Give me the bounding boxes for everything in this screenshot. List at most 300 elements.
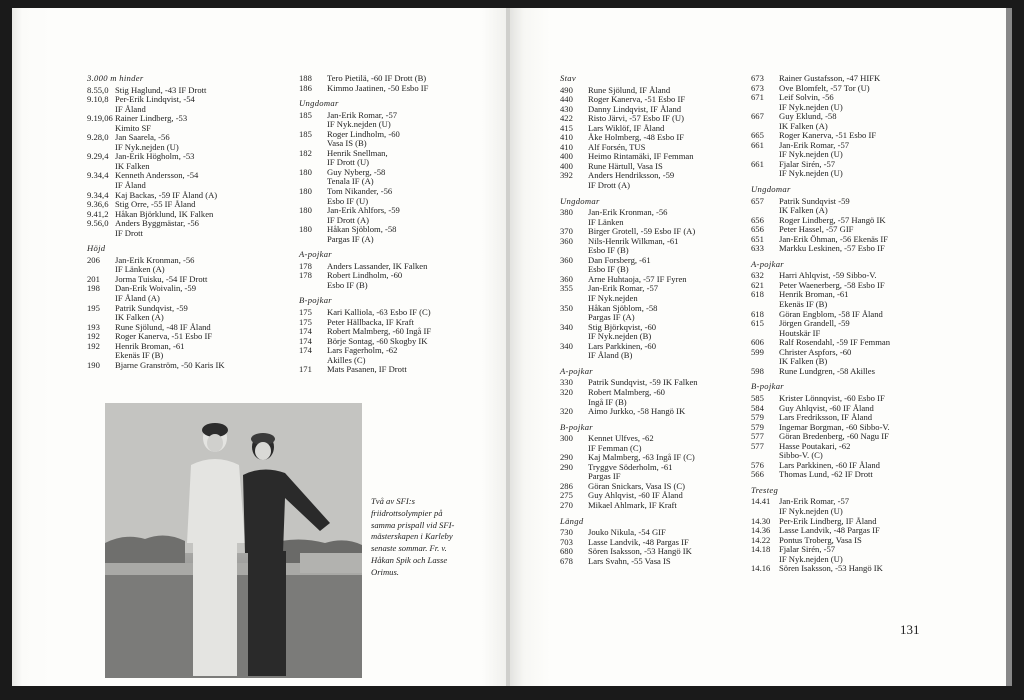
athlete-info bbox=[115, 171, 287, 190]
athlete-info bbox=[588, 304, 760, 323]
athlete-line: Risto Järvi, -57 Esbo IF (U) bbox=[588, 113, 684, 124]
athlete-info bbox=[115, 219, 287, 238]
athlete-line: Jorma Tuisku, -54 IF Drott bbox=[115, 273, 208, 284]
athlete-info bbox=[588, 256, 760, 275]
result-mark: 422 bbox=[560, 113, 573, 124]
result-entry bbox=[560, 171, 760, 190]
result-mark: 9.36,6 bbox=[87, 199, 109, 210]
result-mark: 9.19,06 bbox=[87, 113, 113, 124]
athlete-line: Jan-Erik Romar, -57 bbox=[588, 283, 659, 294]
athlete-info bbox=[115, 342, 287, 361]
result-mark: 188 bbox=[299, 73, 312, 83]
result-mark: 576 bbox=[751, 459, 764, 470]
athlete-line: Kari Kalliola, -63 Esbo IF (C) bbox=[327, 307, 431, 318]
result-mark: 360 bbox=[560, 273, 573, 284]
result-entry bbox=[560, 256, 760, 275]
athlete-line: Lasse Landvik, -48 Pargas IF bbox=[779, 525, 880, 536]
athlete-line: Jan-Erik Öhman, -56 Ekenäs IF bbox=[779, 233, 889, 244]
result-mark: 661 bbox=[751, 158, 764, 169]
athlete-line: Sören Isaksson, -53 Hangö IK bbox=[588, 546, 692, 557]
athlete-line: Guy Nyberg, -58 bbox=[327, 166, 386, 177]
result-entry bbox=[751, 564, 951, 574]
athlete-line: Robert Lindholm, -60 bbox=[327, 270, 403, 281]
section-heading: Ungdomar bbox=[560, 195, 600, 206]
athlete-info bbox=[779, 497, 951, 516]
athlete-line: Pontus Troberg, Vasa IS bbox=[779, 534, 862, 545]
athlete-line: Dan Forsberg, -61 bbox=[588, 254, 651, 265]
result-entry bbox=[299, 111, 499, 130]
athlete-info bbox=[115, 95, 287, 114]
athlete-info bbox=[115, 256, 287, 275]
result-mark: 300 bbox=[560, 433, 573, 444]
athlete-line: Håkan Sjöblom, -58 bbox=[588, 302, 658, 313]
result-mark: 14.16 bbox=[751, 563, 771, 574]
athlete-info bbox=[588, 284, 760, 303]
page-edge bbox=[1006, 8, 1012, 686]
athlete-line: Per-Erik Lindqvist, -54 bbox=[115, 94, 195, 105]
athlete-line: Jan-Erik Kronman, -56 bbox=[115, 254, 195, 265]
athlete-line: Kimito SF bbox=[115, 122, 152, 133]
athlete-line: Houtskär IF bbox=[779, 327, 821, 338]
athlete-line: Göran Snickars, Vasa IS (C) bbox=[588, 480, 685, 491]
result-mark: 410 bbox=[560, 132, 573, 143]
result-mark: 174 bbox=[299, 345, 312, 356]
result-mark: 286 bbox=[560, 480, 573, 491]
result-entry bbox=[87, 304, 287, 323]
result-mark: 673 bbox=[751, 82, 764, 93]
result-mark: 632 bbox=[751, 270, 764, 281]
result-mark: 14.36 bbox=[751, 525, 771, 536]
result-entry bbox=[87, 152, 287, 171]
athlete-line: Kaj Backas, -59 IF Åland (A) bbox=[115, 189, 218, 200]
result-mark: 665 bbox=[751, 130, 764, 141]
athlete-info bbox=[327, 225, 499, 244]
result-entry bbox=[87, 284, 287, 303]
athlete-line: Håkan Björklund, IK Falken bbox=[115, 208, 214, 219]
result-mark: 9.29,4 bbox=[87, 151, 109, 162]
athlete-info bbox=[779, 197, 951, 216]
athlete-info bbox=[327, 365, 499, 375]
athlete-line: Henrik Snellman, bbox=[327, 147, 388, 158]
right-column-1 bbox=[560, 74, 760, 566]
result-entry bbox=[299, 187, 499, 206]
result-mark: 206 bbox=[87, 254, 100, 265]
athlete-line: IK Falken (A) bbox=[115, 312, 164, 323]
result-mark: 198 bbox=[87, 283, 100, 294]
result-entry bbox=[560, 208, 760, 227]
result-mark: 703 bbox=[560, 536, 573, 547]
section-heading: A-pojkar bbox=[751, 258, 784, 269]
athlete-line: Esbo IF (U) bbox=[327, 195, 369, 206]
section-heading: 3.000 m hinder bbox=[87, 73, 144, 83]
athlete-info bbox=[115, 284, 287, 303]
section-heading: Ungdomar bbox=[299, 98, 339, 109]
result-entry bbox=[560, 463, 760, 482]
athlete-line: Roger Lindholm, -60 bbox=[327, 128, 400, 139]
result-mark: 290 bbox=[560, 461, 573, 472]
athlete-info bbox=[327, 84, 499, 94]
athlete-line: IF Drott bbox=[115, 227, 143, 238]
athlete-info bbox=[588, 342, 760, 361]
result-mark: 201 bbox=[87, 273, 100, 284]
athlete-info bbox=[779, 442, 951, 461]
athlete-line: IF Länken bbox=[588, 216, 624, 227]
result-mark: 430 bbox=[560, 103, 573, 114]
result-entry bbox=[751, 319, 951, 338]
athlete-line: IF Nyk.nejden (U) bbox=[779, 168, 843, 179]
athlete-line: Jan-Erik Ahlfors, -59 bbox=[327, 205, 400, 216]
result-mark: 290 bbox=[560, 452, 573, 463]
result-mark: 14.18 bbox=[751, 544, 771, 555]
athlete-line: Aimo Jurkko, -58 Hangö IK bbox=[588, 406, 686, 417]
result-mark: 661 bbox=[751, 139, 764, 150]
athlete-line: Jan-Erik Romar, -57 bbox=[779, 496, 850, 507]
athlete-line: Roger Kanerva, -51 Esbo IF bbox=[588, 94, 686, 105]
result-mark: 320 bbox=[560, 406, 573, 417]
result-entry bbox=[751, 197, 951, 216]
result-mark: 657 bbox=[751, 195, 764, 206]
athlete-info bbox=[115, 114, 287, 133]
athlete-line: Göran Bredenberg, -60 Nagu IF bbox=[779, 431, 889, 442]
section-heading: B-pojkar bbox=[751, 381, 784, 392]
result-mark: 615 bbox=[751, 318, 764, 329]
athlete-line: Thomas Lund, -62 IF Drott bbox=[779, 469, 873, 480]
result-mark: 186 bbox=[299, 82, 312, 93]
result-mark: 585 bbox=[751, 392, 764, 403]
athlete-line: Rainer Gustafsson, -47 HIFK bbox=[779, 73, 881, 83]
athlete-line: IK Falken bbox=[115, 160, 150, 171]
result-mark: 579 bbox=[751, 421, 764, 432]
result-entry bbox=[87, 256, 287, 275]
result-entry bbox=[87, 95, 287, 114]
athlete-info bbox=[779, 545, 951, 564]
result-mark: 178 bbox=[299, 270, 312, 281]
result-mark: 566 bbox=[751, 469, 764, 480]
right-page bbox=[510, 8, 1006, 686]
athlete-line: Akilles (C) bbox=[327, 354, 366, 365]
athlete-info bbox=[779, 290, 951, 309]
athletes-photo bbox=[105, 403, 362, 678]
page-number: 131 bbox=[900, 622, 920, 637]
result-mark: 678 bbox=[560, 555, 573, 566]
result-entry bbox=[299, 149, 499, 168]
athlete-line: Tryggve Söderholm, -61 bbox=[588, 461, 673, 472]
result-mark: 360 bbox=[560, 254, 573, 265]
athlete-info bbox=[588, 237, 760, 256]
result-entry bbox=[87, 171, 287, 190]
athlete-info bbox=[588, 388, 760, 407]
athlete-line: Tom Nikander, -56 bbox=[327, 186, 393, 197]
athlete-line: Per-Erik Lindberg, IF Åland bbox=[779, 515, 877, 526]
result-mark: 618 bbox=[751, 289, 764, 300]
result-mark: 275 bbox=[560, 490, 573, 501]
athlete-line: Patrik Sundqvist -59 bbox=[779, 195, 850, 206]
athlete-info bbox=[327, 149, 499, 168]
athlete-line: Patrik Sundqvist, -59 IK Falken bbox=[588, 377, 698, 388]
athlete-line: Göran Engblom, -58 IF Åland bbox=[779, 308, 883, 319]
result-entry bbox=[751, 93, 951, 112]
athlete-info bbox=[115, 361, 287, 371]
section-heading: B-pojkar bbox=[299, 295, 332, 306]
athlete-line: Tenala IF (A) bbox=[327, 176, 374, 187]
section-heading: B-pojkar bbox=[560, 421, 593, 432]
athlete-info bbox=[115, 133, 287, 152]
result-entry bbox=[560, 284, 760, 303]
athlete-line: Jan-Erik Högholm, -53 bbox=[115, 151, 195, 162]
athlete-info bbox=[115, 304, 287, 323]
athlete-line: IF Drott (U) bbox=[327, 157, 370, 168]
result-entry bbox=[87, 219, 287, 238]
section-heading: Tresteg bbox=[751, 484, 779, 495]
athlete-line: Krister Lönnqvist, -60 Esbo IF bbox=[779, 392, 885, 403]
section-heading: A-pojkar bbox=[560, 365, 593, 376]
result-mark: 320 bbox=[560, 386, 573, 397]
athlete-line: Stig Björkqvist, -60 bbox=[588, 321, 657, 332]
athlete-info bbox=[327, 111, 499, 130]
section-heading: Längd bbox=[560, 515, 584, 526]
athlete-line: Peter Hällbacka, IF Kraft bbox=[327, 316, 414, 327]
athlete-line: Ingemar Borgman, -60 Sibbo-V. bbox=[779, 421, 890, 432]
athlete-info bbox=[588, 171, 760, 190]
athlete-info bbox=[588, 434, 760, 453]
athlete-line: IF Nyk.nejden (U) bbox=[115, 141, 179, 152]
athlete-line: Ralf Rosendahl, -59 IF Femman bbox=[779, 337, 890, 348]
result-mark: 192 bbox=[87, 340, 100, 351]
athlete-line: Kimmo Jaatinen, -50 Esbo IF bbox=[327, 82, 429, 93]
athlete-line: Henrik Broman, -61 bbox=[115, 340, 185, 351]
result-entry bbox=[299, 365, 499, 375]
athlete-line: Jouko Nikula, -54 GIF bbox=[588, 527, 666, 538]
athlete-line: IF Drott (A) bbox=[588, 180, 631, 191]
athlete-line: Åke Holmberg, -48 Esbo IF bbox=[588, 132, 685, 143]
result-mark: 175 bbox=[299, 307, 312, 318]
result-mark: 598 bbox=[751, 365, 764, 376]
result-mark: 667 bbox=[751, 111, 764, 122]
athlete-line: IF Nyk.nejden (U) bbox=[779, 149, 843, 160]
athlete-info bbox=[779, 348, 951, 367]
athlete-line: Bjarne Granström, -50 Karis IK bbox=[115, 359, 225, 370]
athlete-line: Alf Forsén, TUS bbox=[588, 141, 646, 152]
result-mark: 680 bbox=[560, 546, 573, 557]
result-mark: 360 bbox=[560, 235, 573, 246]
result-entry bbox=[560, 501, 760, 511]
left-column-2 bbox=[299, 74, 499, 375]
result-mark: 584 bbox=[751, 402, 764, 413]
result-mark: 180 bbox=[299, 186, 312, 197]
result-mark: 490 bbox=[560, 84, 573, 95]
result-mark: 14.22 bbox=[751, 534, 771, 545]
athlete-line: Fjalar Sirén, -57 bbox=[779, 158, 836, 169]
athlete-line: Fjalar Sirén, -57 bbox=[779, 544, 836, 555]
athlete-info bbox=[588, 501, 760, 511]
athlete-line: Lars Fredriksson, IF Åland bbox=[779, 412, 873, 423]
result-mark: 14.30 bbox=[751, 515, 771, 526]
athlete-line: Pargas IF (A) bbox=[327, 233, 374, 244]
athlete-line: Kennet Ulfves, -62 bbox=[588, 433, 654, 444]
result-entry bbox=[751, 348, 951, 367]
athlete-line: Lars Fagerholm, -62 bbox=[327, 345, 398, 356]
athlete-line: Mats Pasanen, IF Drott bbox=[327, 364, 407, 375]
athlete-line: Peter Waenerberg, -58 Esbo IF bbox=[779, 279, 885, 290]
athlete-line: Jörgen Grandell, -59 bbox=[779, 318, 850, 329]
athlete-line: IF Drott (A) bbox=[327, 214, 370, 225]
athlete-line: IF Nyk.nejden (U) bbox=[779, 505, 843, 516]
section-heading: Höjd bbox=[87, 243, 106, 254]
athlete-info bbox=[779, 367, 951, 377]
athlete-line: Guy Ahlqvist, -60 IF Åland bbox=[779, 402, 874, 413]
result-mark: 410 bbox=[560, 141, 573, 152]
athlete-line: IF Femman (C) bbox=[588, 442, 642, 453]
result-mark: 599 bbox=[751, 346, 764, 357]
athlete-line: Lars Parkkinen, -60 IF Åland bbox=[779, 459, 880, 470]
athlete-line: Roger Lindberg, -57 Hangö IK bbox=[779, 214, 886, 225]
right-column-2 bbox=[751, 74, 951, 574]
result-mark: 14.41 bbox=[751, 496, 771, 507]
result-entry bbox=[751, 290, 951, 309]
athlete-line: Vasa IS (B) bbox=[327, 138, 367, 149]
athlete-line: Roger Kanerva, -51 Esbo IF bbox=[115, 331, 213, 342]
result-mark: 633 bbox=[751, 243, 764, 254]
athlete-line: Robert Malmberg, -60 bbox=[588, 386, 665, 397]
result-mark: 730 bbox=[560, 527, 573, 538]
athlete-line: Jan-Erik Romar, -57 bbox=[779, 139, 850, 150]
result-mark: 355 bbox=[560, 283, 573, 294]
result-mark: 185 bbox=[299, 109, 312, 120]
result-mark: 8.55,0 bbox=[87, 84, 109, 95]
result-mark: 340 bbox=[560, 321, 573, 332]
athlete-line: Guy Ahlqvist, -60 IF Åland bbox=[588, 490, 683, 501]
result-mark: 9.34,4 bbox=[87, 189, 109, 200]
left-column-1 bbox=[87, 74, 287, 370]
athlete-info bbox=[779, 141, 951, 160]
result-entry bbox=[299, 271, 499, 290]
result-entry bbox=[751, 160, 951, 179]
athlete-info bbox=[327, 130, 499, 149]
result-mark: 440 bbox=[560, 94, 573, 105]
result-mark: 180 bbox=[299, 205, 312, 216]
athlete-line: IK Falken (B) bbox=[779, 356, 828, 367]
result-entry bbox=[560, 304, 760, 323]
athlete-info bbox=[588, 463, 760, 482]
result-mark: 577 bbox=[751, 440, 764, 451]
athlete-line: Ekenäs IF (B) bbox=[779, 299, 828, 310]
athlete-line: Leif Solvin, -56 bbox=[779, 92, 834, 103]
athlete-line: Lars Parkkinen, -60 bbox=[588, 340, 657, 351]
result-entry bbox=[751, 497, 951, 516]
result-mark: 656 bbox=[751, 224, 764, 235]
result-entry bbox=[299, 346, 499, 365]
athlete-info bbox=[779, 470, 951, 480]
result-mark: 651 bbox=[751, 233, 764, 244]
athlete-line: Peter Hassel, -57 GIF bbox=[779, 224, 854, 235]
result-entry bbox=[560, 237, 760, 256]
result-mark: 350 bbox=[560, 302, 573, 313]
result-mark: 656 bbox=[751, 214, 764, 225]
result-mark: 415 bbox=[560, 122, 573, 133]
result-mark: 618 bbox=[751, 308, 764, 319]
athlete-line: Mikael Ahlmark, IF Kraft bbox=[588, 499, 677, 510]
athlete-line: Håkan Sjöblom, -58 bbox=[327, 224, 397, 235]
result-mark: 193 bbox=[87, 321, 100, 332]
athlete-line: Esbo IF (B) bbox=[588, 264, 629, 275]
athlete-line: Jan-Erik Romar, -57 bbox=[327, 109, 398, 120]
athlete-line: Pargas IF bbox=[588, 471, 621, 482]
athlete-line: IF Åland (A) bbox=[115, 293, 160, 304]
athlete-line: Tero Pietilä, -60 IF Drott (B) bbox=[327, 73, 427, 83]
result-mark: 577 bbox=[751, 431, 764, 442]
result-mark: 171 bbox=[299, 364, 312, 375]
result-entry bbox=[560, 342, 760, 361]
athlete-line: Stig Haglund, -43 IF Drott bbox=[115, 84, 207, 95]
athlete-line: Anders Byggmästar, -56 bbox=[115, 218, 199, 229]
athlete-line: Lars Svahn, -55 Vasa IS bbox=[588, 555, 671, 566]
result-mark: 185 bbox=[299, 128, 312, 139]
result-entry bbox=[299, 225, 499, 244]
athlete-line: Esbo IF (B) bbox=[327, 279, 368, 290]
athlete-line: Rune Lundgren, -58 Akilles bbox=[779, 365, 875, 376]
result-mark: 175 bbox=[299, 316, 312, 327]
result-entry bbox=[751, 244, 951, 254]
athlete-info bbox=[588, 407, 760, 417]
athlete-line: Kenneth Andersson, -54 bbox=[115, 170, 199, 181]
athlete-line: Ekenäs IF (B) bbox=[115, 350, 164, 361]
athlete-line: IF Nyk.nejden (U) bbox=[779, 553, 843, 564]
result-mark: 182 bbox=[299, 147, 312, 158]
athlete-line: Birger Grotell, -59 Esbo IF (A) bbox=[588, 226, 696, 237]
athlete-line: IF Nyk.nejden (U) bbox=[327, 119, 391, 130]
result-entry bbox=[751, 545, 951, 564]
athlete-line: IF Åland (B) bbox=[588, 350, 633, 361]
athlete-info bbox=[588, 323, 760, 342]
athlete-line: Harri Ahlqvist, -59 Sibbo-V. bbox=[779, 270, 877, 281]
athlete-line: Patrik Sundqvist, -59 bbox=[115, 302, 188, 313]
athlete-info bbox=[115, 152, 287, 171]
result-mark: 9.28,0 bbox=[87, 132, 109, 143]
athlete-line: IF Åland bbox=[115, 103, 146, 114]
result-mark: 400 bbox=[560, 160, 573, 171]
athlete-line: Stig Orre, -55 IF Åland bbox=[115, 199, 196, 210]
athlete-line: Börje Sontag, -60 Skogby IK bbox=[327, 335, 428, 346]
athlete-info bbox=[588, 208, 760, 227]
result-mark: 9.34,4 bbox=[87, 170, 109, 181]
result-mark: 671 bbox=[751, 92, 764, 103]
athlete-line: Markku Leskinen, -57 Esbo IF bbox=[779, 243, 885, 254]
athlete-line: IF Åland bbox=[115, 180, 146, 191]
result-mark: 330 bbox=[560, 377, 573, 388]
result-mark: 673 bbox=[751, 73, 764, 83]
athlete-line: Robert Malmberg, -60 Ingå IF bbox=[327, 326, 432, 337]
section-heading: Stav bbox=[560, 73, 576, 83]
athlete-line: Heimo Rintamäki, IF Femman bbox=[588, 151, 694, 162]
athlete-info bbox=[779, 160, 951, 179]
result-mark: 270 bbox=[560, 499, 573, 510]
result-mark: 606 bbox=[751, 337, 764, 348]
result-entry bbox=[299, 130, 499, 149]
result-entry bbox=[560, 434, 760, 453]
athlete-info bbox=[779, 112, 951, 131]
result-mark: 621 bbox=[751, 279, 764, 290]
result-entry bbox=[87, 342, 287, 361]
athlete-line: Rune Sjölund, IF Åland bbox=[588, 84, 671, 95]
athlete-line: Jan-Erik Kronman, -56 bbox=[588, 207, 668, 218]
result-entry bbox=[87, 361, 287, 371]
result-entry bbox=[560, 557, 760, 567]
athlete-line: IK Falken (A) bbox=[779, 120, 828, 131]
athlete-line: Rune Härtull, Vasa IS bbox=[588, 160, 663, 171]
result-mark: 190 bbox=[87, 359, 100, 370]
result-mark: 178 bbox=[299, 260, 312, 271]
result-mark: 9.56,0 bbox=[87, 218, 109, 229]
